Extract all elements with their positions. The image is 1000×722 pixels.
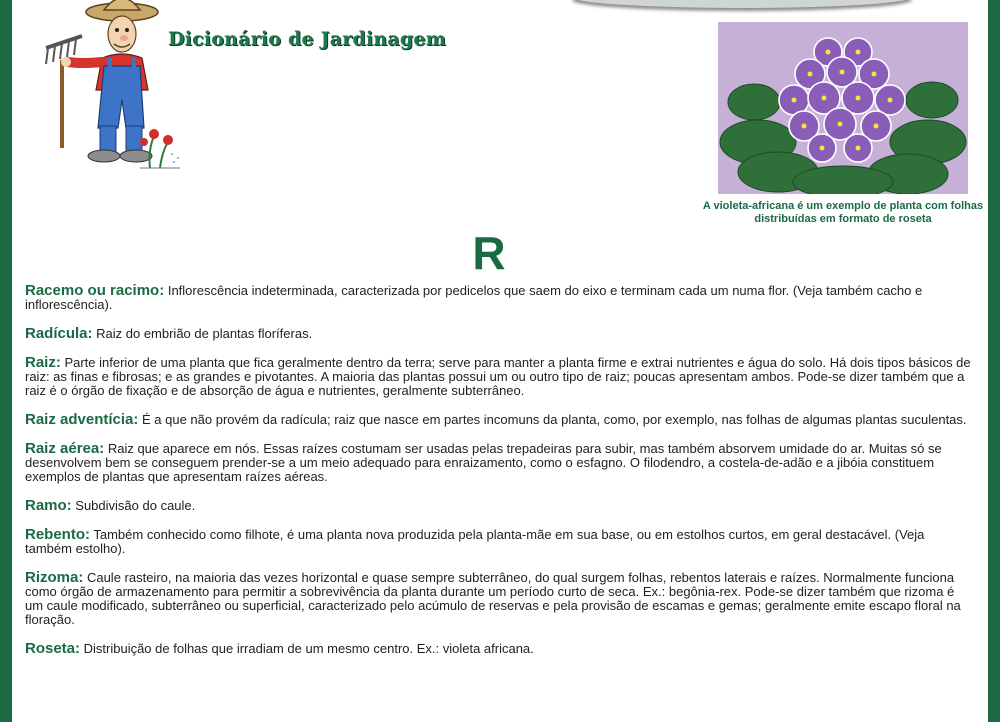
entry-raiz-adventicia	[25, 413, 971, 427]
entry-roseta	[25, 642, 971, 656]
section-letter-heading: R	[472, 227, 506, 279]
entry-radicula	[25, 327, 971, 341]
site-title: Dicionário de Jardinagem	[168, 28, 446, 50]
entry-raiz	[25, 356, 971, 398]
entry-definition: Raiz do embrião de plantas floríferas.	[92, 326, 313, 341]
entry-definition: Inflorescência indeterminada, caracterizada por pedicelos que saem do eixo e terminam cada um numa flor. (Veja também cacho e inflorescência).	[25, 283, 923, 312]
entry-term: Ramo:	[25, 497, 72, 514]
entry-definition: Distribuição de folhas que irradiam de um mesmo centro. Ex.: violeta africana.	[80, 641, 534, 656]
entry-rizoma	[25, 571, 971, 627]
entry-term: Raiz adventícia:	[25, 411, 139, 428]
entry-term: Radícula:	[25, 325, 93, 342]
entry-rebento	[25, 528, 971, 556]
entry-term: Roseta:	[25, 640, 81, 657]
entry-definition: Raiz que aparece em nós. Essas raízes costumam ser usadas pelas trepadeiras para subir, mas também absorvem umidade do ar. Muitas só se desenvolvem bem se conseguem prender-se a um meio adequado para enraizamento, como o esfagno. O filodendro, a costela-de-adão e a jibóia constituem exemplos de plantas que apresentam raízes aéreas.	[25, 441, 942, 484]
entry-ramo	[25, 499, 971, 513]
entry-term: Racemo ou racimo:	[25, 282, 165, 299]
entry-term: Raiz:	[25, 354, 61, 371]
entry-definition: Também conhecido como filhote, é uma planta nova produzida pela planta-mãe em sua base, ou em estolhos curtos, em geral destacável. (Veja também estolho).	[25, 527, 925, 556]
entry-definition: Subdivisão do caule.	[71, 498, 196, 513]
entry-definition: É a que não provém da radícula; raiz que nasce em partes incomuns da planta, como, por exemplo, nas folhas de algumas plantas suculentas.	[138, 412, 967, 427]
entry-racemo	[25, 284, 971, 312]
gardener-illustration	[30, 0, 190, 175]
page-content	[12, 0, 988, 722]
entry-term: Rizoma:	[25, 569, 84, 586]
decorative-top-arc	[572, 0, 912, 8]
entry-term: Rebento:	[25, 526, 90, 543]
glossary-entries	[25, 284, 971, 671]
entry-term: Raiz aérea:	[25, 440, 105, 457]
african-violet-photo	[718, 22, 968, 194]
entry-raiz-aerea	[25, 442, 971, 484]
entry-definition: Parte inferior de uma planta que fica geralmente dentro da terra; serve para manter a planta firme e extrai nutrientes e água do solo. Há dois tipos básicos de raiz: as finas e fibrosas; e as grandes e pivotantes. A maioria das plantas possui um ou outro tipo de raiz; poucas apresentam ambos. Pode-se dizer também que a raiz é o órgão de fixação e de absorção de água e nutrientes, geralmente subterrâneo.	[25, 355, 971, 398]
photo-caption: A violeta-africana é um exemplo de planta com folhas distribuídas em formato de roseta	[702, 200, 984, 225]
entry-definition: Caule rasteiro, na maioria das vezes horizontal e quase sempre subterrâneo, do qual surgem folhas, rebentos laterais e raízes. Normalmente funciona como órgão de armazenamento para permitir a sobrevivência da planta durante um período curto de seca. Ex.: begônia-rex. Pode-se dizer também que rizoma é um caule modificado, subterrâneo ou superficial, caracterizado pelo acúmulo de reservas e pela provisão de escamas e gemas; geralmente emite escapo floral na floração.	[25, 570, 961, 627]
